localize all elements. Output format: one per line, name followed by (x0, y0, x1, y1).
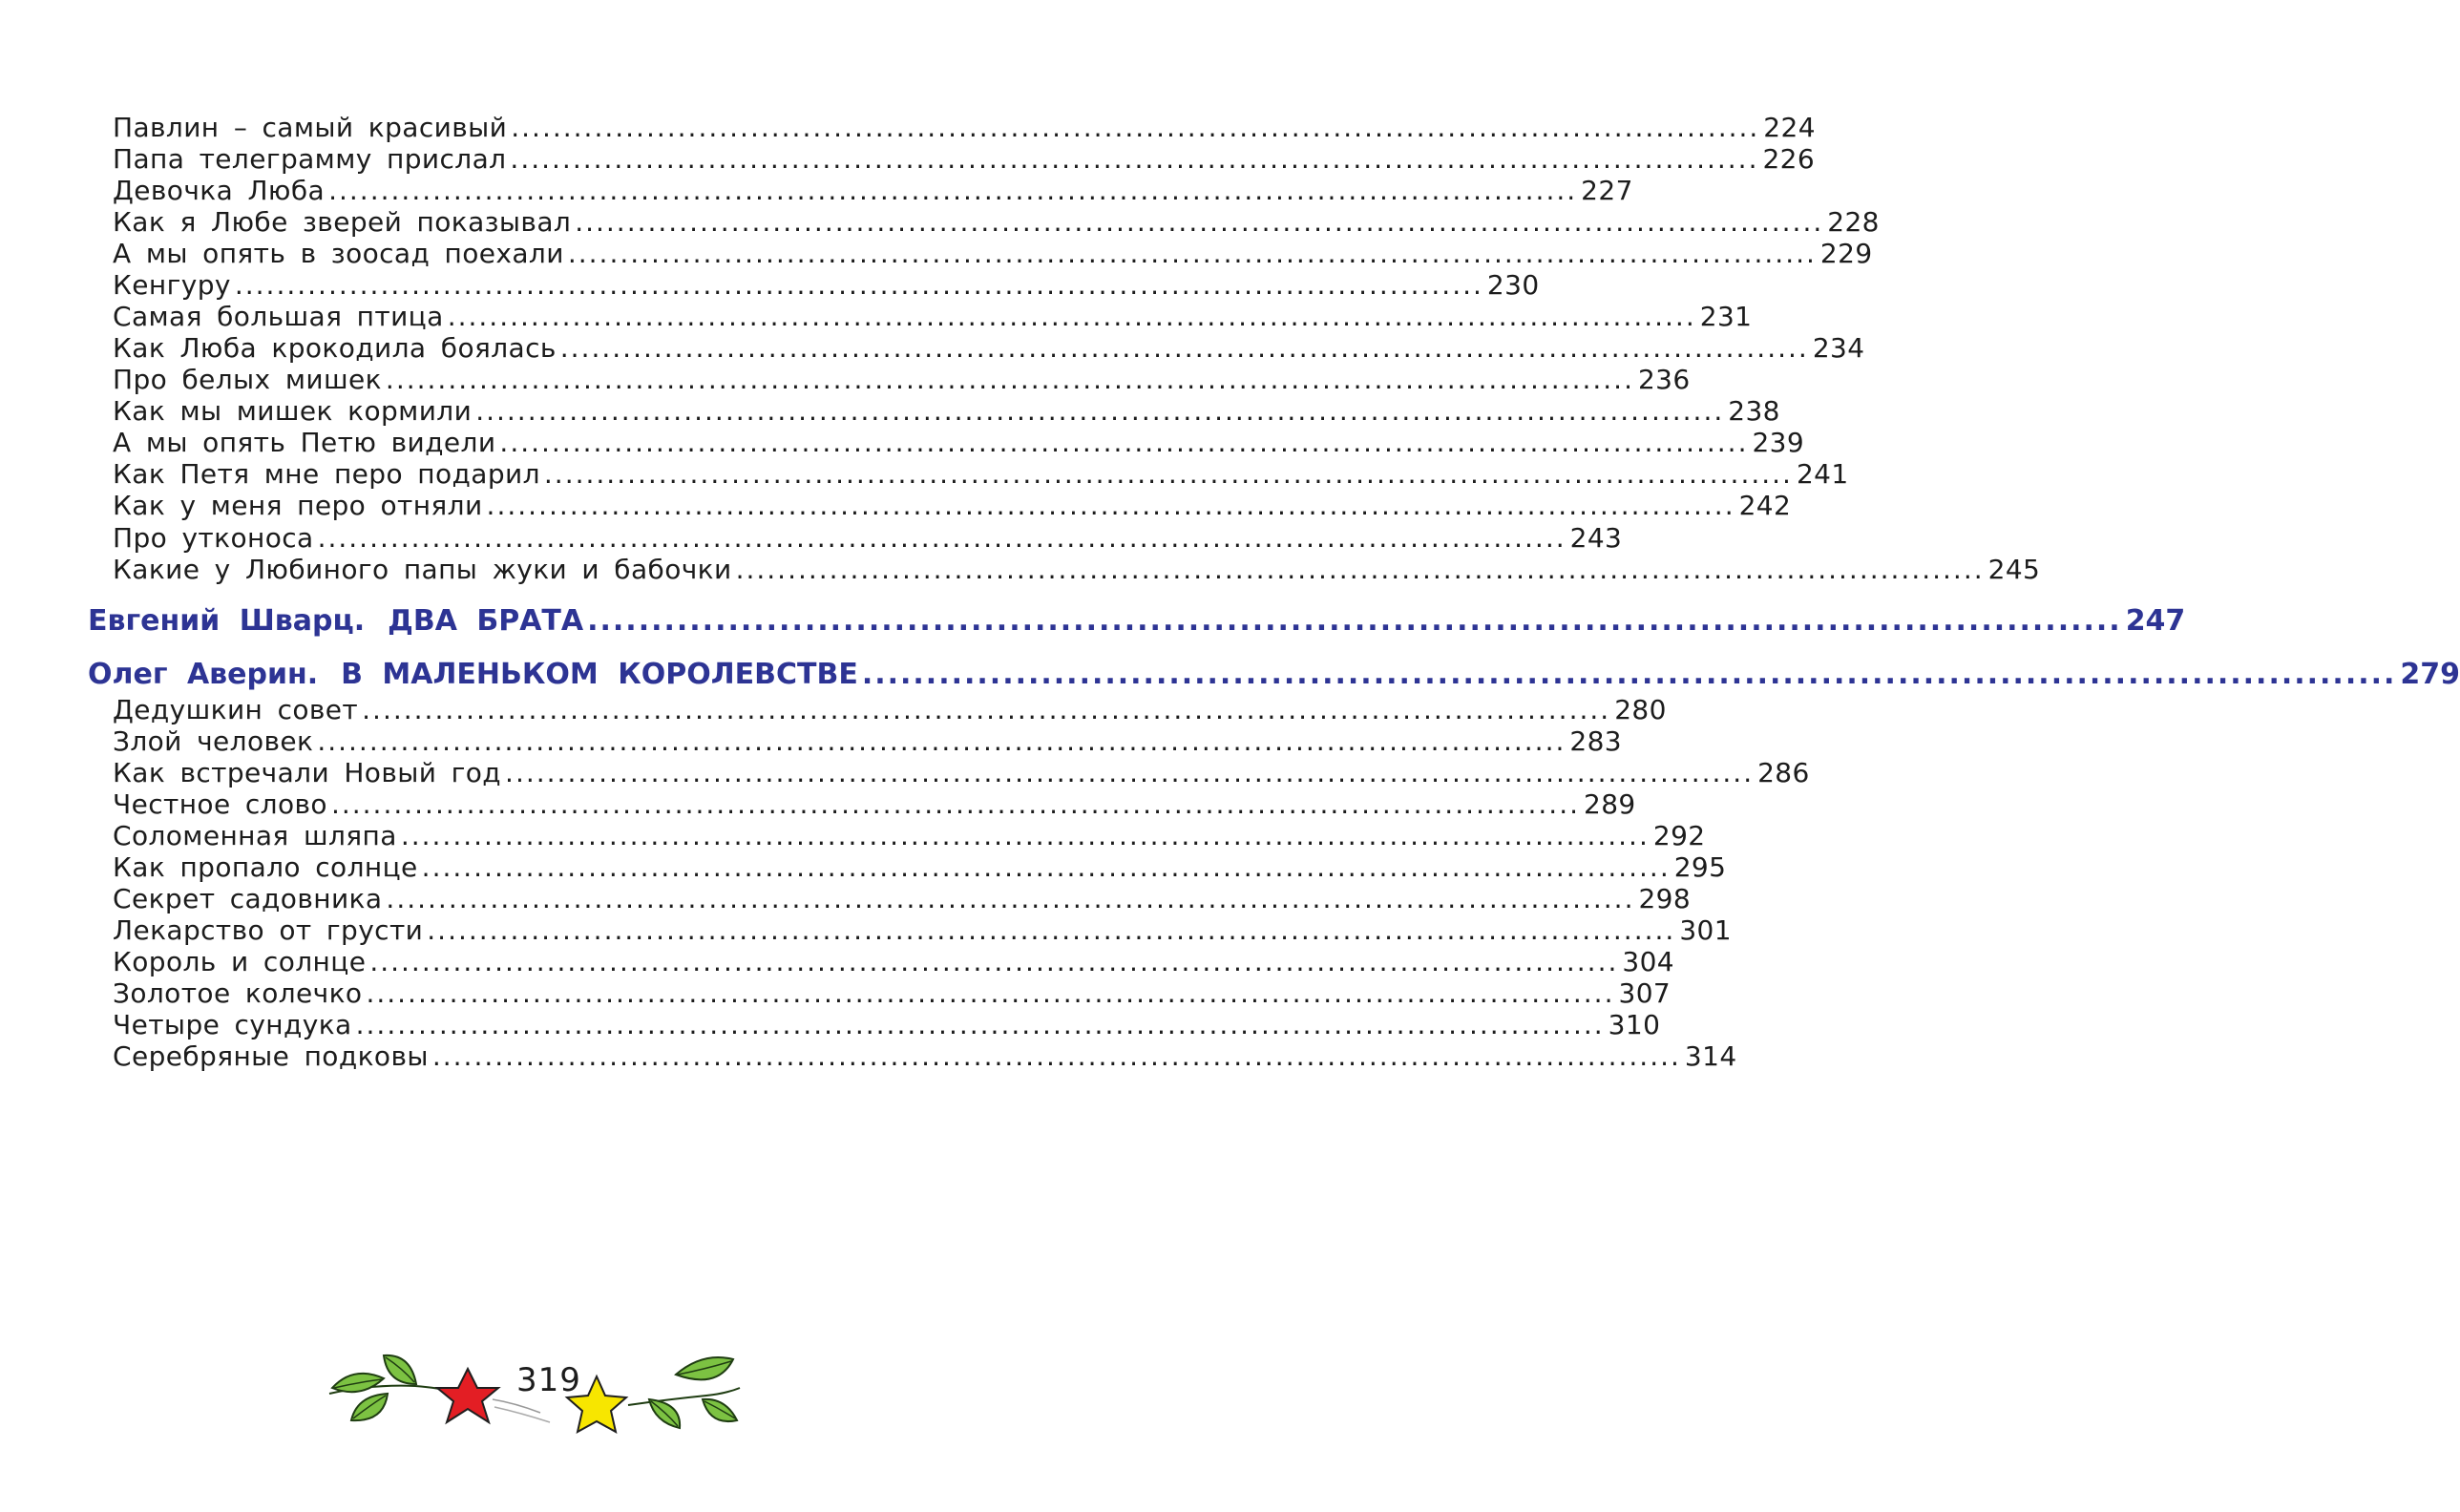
toc-entry-title: Девочка Люба (113, 175, 326, 206)
toc-entry (113, 851, 1727, 883)
toc-entry-page: 227 (1581, 175, 1633, 206)
toc-entry-title: Как у меня перо отняли (113, 490, 483, 521)
toc-leader-dots: ........................................................................................................................ (328, 175, 1578, 206)
toc-entry (113, 554, 2041, 585)
toc-entry-page: 310 (1608, 1009, 1661, 1040)
toc-entry-page: 243 (1569, 522, 1623, 554)
toc-entry (113, 143, 1816, 175)
toc-entry (113, 522, 1623, 554)
toc-entry-title: Четыре сундука (113, 1009, 352, 1040)
toc-entry-title: Как Петя мне перо подарил (113, 458, 540, 490)
toc-entry-page: 307 (1618, 977, 1672, 1009)
toc-entry-page: 234 (1812, 332, 1865, 364)
toc-leader-dots: ........................................................................................................................ (499, 427, 1749, 458)
toc-entry-page: 228 (1827, 206, 1880, 238)
toc-entry-title: Кенгуру (113, 269, 231, 301)
toc-entry-title: Лекарство от грусти (113, 914, 424, 946)
toc-entry (113, 175, 1633, 206)
toc-leader-dots: ........................................................................................................................ (735, 554, 1985, 585)
toc-entry-page: 242 (1738, 490, 1792, 521)
toc-entry (113, 883, 1692, 914)
toc-section-author: Олег Аверин. (88, 658, 319, 691)
toc-leader-dots: ........................................................................................................................ (587, 604, 2122, 638)
toc-entry-page: 236 (1637, 364, 1691, 395)
toc-entry-title: Соломенная шляпа (113, 820, 397, 851)
toc-entry-title: Король и солнце (113, 946, 367, 977)
toc-entry-page: 301 (1679, 914, 1732, 946)
toc-leader-dots: ........................................................................................................................ (234, 269, 1483, 301)
toc-section-page: 279 (2400, 658, 2460, 691)
toc-leader-dots: ........................................................................................................................ (317, 522, 1566, 554)
toc-leader-dots: ........................................................................................................................ (427, 914, 1676, 946)
toc-entry-page: 295 (1673, 851, 1727, 883)
leaf-icon (351, 1394, 388, 1420)
toc-leader-dots: ........................................................................................................................ (431, 1040, 1681, 1072)
toc-entry (113, 725, 1623, 757)
toc-entry (113, 238, 1873, 269)
leaf-icon (649, 1399, 680, 1428)
toc-leader-dots: ........................................................................................................................ (510, 143, 1759, 175)
toc-entry (113, 1040, 1737, 1072)
toc-entry (113, 301, 1753, 332)
toc-leader-dots: ........................................................................................................................ (505, 757, 1755, 788)
motion-line (494, 1407, 550, 1422)
toc-leader-dots: ........................................................................................................................ (543, 458, 1793, 490)
toc-entry (113, 1009, 1661, 1040)
toc-entry-page: 292 (1652, 820, 1706, 851)
toc-entry (113, 395, 1780, 427)
toc-leader-dots: ........................................................................................................................ (355, 1009, 1605, 1040)
toc-entry (113, 364, 1691, 395)
toc-entry-title: Секрет садовника (113, 883, 383, 914)
toc-entry-page: 298 (1638, 883, 1692, 914)
toc-leader-dots: ........................................................................................................................ (317, 725, 1566, 757)
toc-entry-title: Дедушкин совет (113, 694, 359, 725)
toc-entry-title: Про утконоса (113, 522, 314, 554)
leaf-icon (332, 1374, 384, 1392)
toc-entry-page: 286 (1757, 757, 1810, 788)
toc-leader-dots: ........................................................................................................................ (567, 238, 1817, 269)
toc-leader-dots: ........................................................................................................................ (861, 658, 2397, 691)
toc-section-shvarts (88, 604, 2186, 639)
toc-leader-dots: ........................................................................................................................ (486, 490, 1735, 521)
leaf-icon (676, 1357, 733, 1379)
toc-leader-dots: ........................................................................................................................ (386, 883, 1635, 914)
toc-entry-page: 280 (1614, 694, 1667, 725)
toc-section-averin (88, 658, 2460, 692)
toc-entry-page: 226 (1762, 143, 1816, 175)
toc-entry (113, 427, 1805, 458)
toc-entry (113, 206, 1880, 238)
toc-entry-page: 238 (1728, 395, 1780, 427)
toc-leader-dots: ........................................................................................................................ (421, 851, 1671, 883)
toc-entry-page: 241 (1796, 458, 1849, 490)
toc-entry (113, 914, 1732, 946)
toc-entry (113, 788, 1636, 820)
toc-entry-title: Честное слово (113, 788, 327, 820)
toc-entry-page: 245 (1987, 554, 2041, 585)
toc-entry-page: 304 (1622, 946, 1675, 977)
toc-entry-title: Как Люба крокодила боялась (113, 332, 557, 364)
toc-entry (113, 820, 1706, 851)
toc-leader-dots: ........................................................................................................................ (511, 112, 1760, 143)
toc-entry-title: Про белых мишек (113, 364, 382, 395)
toc-entry (113, 269, 1540, 301)
toc-entry-page: 231 (1699, 301, 1753, 332)
toc-entry-title: Как пропало солнце (113, 851, 418, 883)
branch-stem-right (628, 1388, 740, 1405)
toc-entry-title: Как мы мишек кормили (113, 395, 473, 427)
toc-entry-page: 230 (1486, 269, 1540, 301)
toc-entry-page: 314 (1684, 1040, 1737, 1072)
toc-entry (113, 490, 1792, 521)
page-number: 319 (516, 1361, 581, 1399)
leaf-icon (703, 1399, 737, 1421)
toc-entry (113, 977, 1672, 1009)
toc-section-author: Евгений Шварц. (88, 604, 366, 638)
leaf-icon (384, 1355, 416, 1384)
motion-line (493, 1399, 540, 1413)
toc-leader-dots: ........................................................................................................................ (366, 977, 1615, 1009)
toc-section-title: В МАЛЕНЬКОМ КОРОЛЕВСТВЕ (341, 658, 858, 691)
toc-entry-title: Как встречали Новый год (113, 757, 502, 788)
toc-leader-dots: ........................................................................................................................ (400, 820, 1650, 851)
toc-entry (113, 694, 1667, 725)
toc-entry-title: Злой человек (113, 725, 314, 757)
toc-leader-dots: ........................................................................................................................ (559, 332, 1809, 364)
toc-entry-title: Какие у Любиного папы жуки и бабочки (113, 554, 732, 585)
toc-section-page: 247 (2125, 604, 2186, 638)
toc-entry-page: 289 (1584, 788, 1636, 820)
toc-entry-page: 229 (1819, 238, 1873, 269)
toc-leader-dots: ........................................................................................................................ (369, 946, 1619, 977)
toc-leader-dots: ........................................................................................................................ (362, 694, 1611, 725)
toc-entry-title: А мы опять в зоосад поехали (113, 238, 564, 269)
toc-entry-title: Папа телеграмму прислал (113, 143, 507, 175)
toc-entry-title: Павлин – самый красивый (113, 112, 508, 143)
toc-entry-page: 283 (1569, 725, 1623, 757)
toc-entry-title: Золотое колечко (113, 977, 363, 1009)
toc-entry-title: Как я Любе зверей показывал (113, 206, 572, 238)
toc-leader-dots: ........................................................................................................................ (385, 364, 1634, 395)
toc-leader-dots: ........................................................................................................................ (475, 395, 1725, 427)
toc-entry-title: Самая большая птица (113, 301, 444, 332)
toc-entry (113, 946, 1675, 977)
toc-entry-page: 224 (1763, 112, 1816, 143)
toc-entry-title: А мы опять Петю видели (113, 427, 496, 458)
toc-entry (113, 332, 1865, 364)
red-star-icon (437, 1369, 498, 1422)
toc-entry (113, 112, 1816, 143)
toc-section-title: ДВА БРАТА (388, 604, 584, 638)
page-footer (325, 1346, 745, 1451)
toc-entry-title: Серебряные подковы (113, 1040, 429, 1072)
toc-leader-dots: ........................................................................................................................ (330, 788, 1580, 820)
toc-entry (113, 458, 1849, 490)
toc-leader-dots: ........................................................................................................................ (575, 206, 1824, 238)
toc-entry (113, 757, 1810, 788)
toc-leader-dots: ........................................................................................................................ (447, 301, 1696, 332)
toc-entry-page: 239 (1752, 427, 1805, 458)
